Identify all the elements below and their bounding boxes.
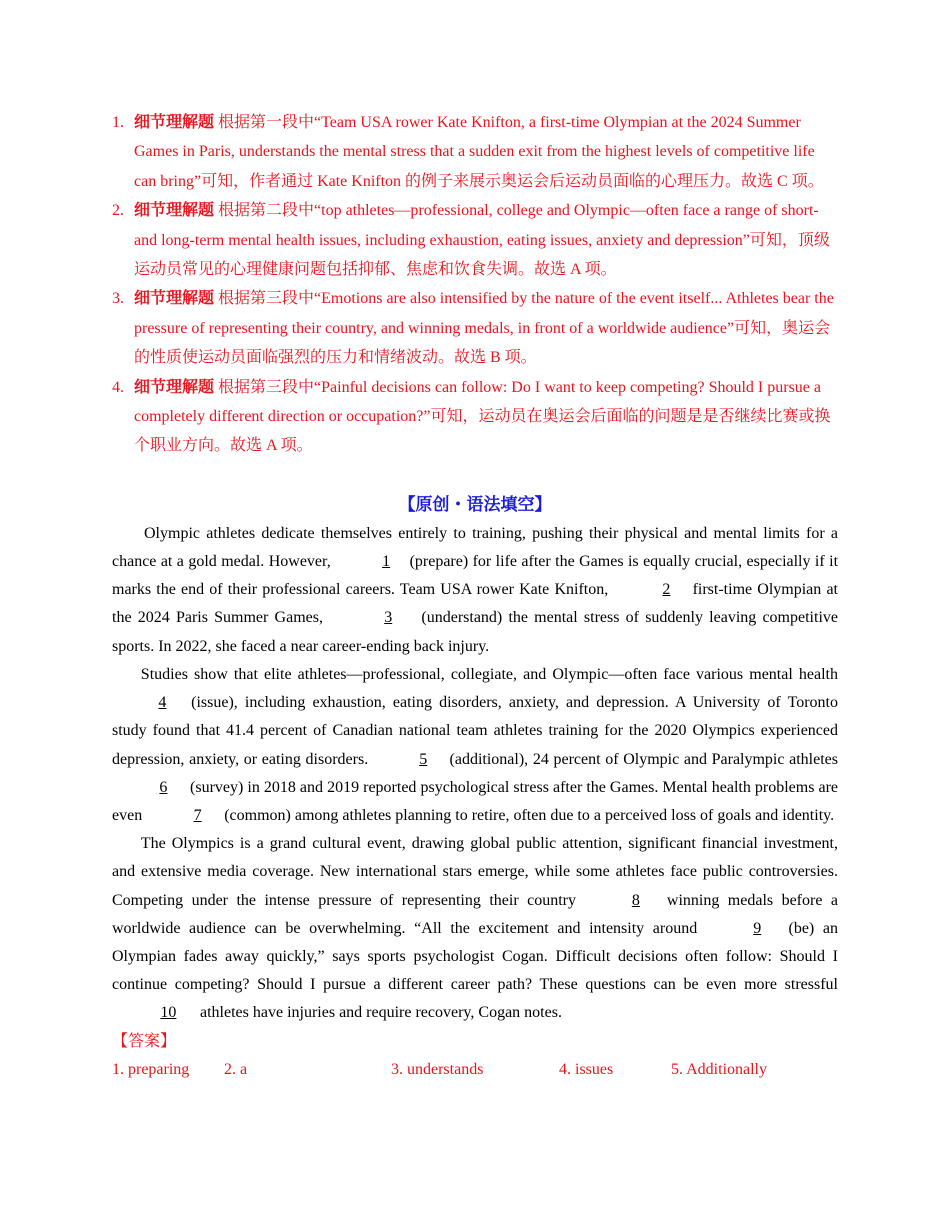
passage-text: athletes have injuries and require recovery, Cogan notes. (196, 1004, 562, 1022)
passage-text: (be) an Olympian fades away quickly,” says sports psychologist Cogan. Difficult decisions often follow: Should I continue competing? Should I pursue a different career path? These questions can be even more stressful (112, 919, 838, 994)
passage-text: (common) among athletes planning to retire, often due to a perceived loss of goals and identity. (220, 806, 835, 824)
analysis-list (112, 108, 838, 461)
cloze-passage (112, 520, 838, 1028)
passage-paragraph-2 (112, 661, 838, 830)
answer-item: 4. issues (559, 1060, 614, 1078)
cloze-blank-10: 10 (160, 1004, 177, 1022)
passage-text: Olympic athletes dedicate themselves entirely to training, pushing their physical and mental limits for a chance at a gold medal. However, (112, 524, 838, 571)
passage-paragraph-3 (112, 830, 838, 1027)
cloze-blank-7: 7 (193, 806, 202, 824)
passage-text: The Olympics is a grand cultural event, drawing global public attention, significant financial investment, and extensive media coverage. New international stars emerge, while some athletes face public controversies. Competing under the intense pressure of representing their country (112, 835, 838, 909)
answer-label: 【答案】 (112, 1032, 177, 1050)
answer-item: 1. preparing (112, 1060, 190, 1078)
passage-text: Studies show that elite athletes—professional, collegiate, and Olympic—often face various mental health (140, 665, 838, 683)
analysis-item (112, 108, 838, 196)
cloze-blank-4: 4 (158, 694, 167, 712)
cloze-blank-3: 3 (384, 609, 393, 627)
passage-text: (additional), 24 percent of Olympic and Paralympic athletes (444, 750, 839, 768)
item-number: 4. (112, 378, 124, 396)
question-type-tag: 细节理解题 (134, 290, 215, 308)
passage-paragraph-1 (112, 520, 838, 661)
passage-text: (understand) the mental stress of suddenly leaving competitive sports. In 2022, she faced a near career-ending back injury. (112, 609, 838, 655)
analysis-text: 根据第一段中“Team USA rower Kate Knifton, a first-time Olympian at the 2024 Summer Games in Paris, understands the mental stress that a sudden exit from the highest levels of competitive life can bring”可知，作者通过 Kate Knifton 的例子来展示奥运会后运动员面临的心理压力。故选 C 项。 (134, 114, 824, 190)
passage-text: (survey) in 2018 and 2019 reported psychological stress after the Games. Mental health problems are even (112, 778, 838, 824)
analysis-text: 根据第二段中“top athletes—professional, college and Olympic—often face a range of short-and long-term mental health issues, including exhaustion, eating issues, anxiety and depression”可知，顶级运动员常见的心理健康问题包括抑郁、焦虑和饮食失调。故选 A 项。 (134, 202, 830, 279)
cloze-blank-1: 1 (382, 553, 391, 571)
analysis-item (112, 196, 838, 284)
section-title: 【原创・语法填空】 (398, 494, 552, 515)
page (112, 108, 838, 1084)
analysis-item (112, 284, 838, 372)
passage-text: winning medals before a worldwide audience can be overwhelming. “All the excitement and intensity around (112, 891, 838, 937)
cloze-blank-2: 2 (662, 581, 671, 599)
answer-item: 2. a (224, 1060, 248, 1078)
analysis-item (112, 373, 838, 461)
analysis-text: 根据第三段中“Painful decisions can follow: Do I want to keep competing? Should I pursue a completely different direction or occupation?”可知，运动员在奥运会后面临的问题是是否继续比赛或换个职业方向。故选 A 项。 (134, 378, 831, 455)
passage-text: (prepare) for life after the Games is equally crucial, especially if it marks the end of their professional careers. Team USA rower Kate Knifton, (112, 553, 839, 599)
answer-row (112, 1056, 838, 1084)
cloze-blank-8: 8 (631, 891, 640, 909)
passage-text: first-time Olympian at the 2024 Paris Summer Games, (112, 581, 839, 627)
cloze-blank-5: 5 (419, 750, 428, 768)
item-number: 2. (112, 202, 124, 220)
question-type-tag: 细节理解题 (134, 114, 215, 131)
question-type-tag: 细节理解题 (134, 202, 215, 220)
passage-text: (issue), including exhaustion, eating disorders, anxiety, and depression. A University of Toronto study found that 41.4 percent of Canadian national team athletes training for the 2020 Olympics experienced depression, anxiety, or eating disorders. (112, 694, 838, 768)
cloze-blank-9: 9 (753, 919, 762, 937)
cloze-blank-6: 6 (159, 778, 168, 796)
question-type-tag: 细节理解题 (134, 378, 215, 396)
item-number: 1. (112, 114, 124, 131)
answer-item: 5. Additionally (671, 1060, 767, 1078)
item-number: 3. (112, 290, 124, 308)
analysis-text: 根据第三段中“Emotions are also intensified by the nature of the event itself... Athletes bear the pressure of representing their country, and winning medals, in front of a worldwide audience”可知，奥运会的性质使运动员面临强烈的压力和情绪波动。故选 B 项。 (134, 290, 834, 367)
answer-item: 3. understands (391, 1060, 484, 1078)
